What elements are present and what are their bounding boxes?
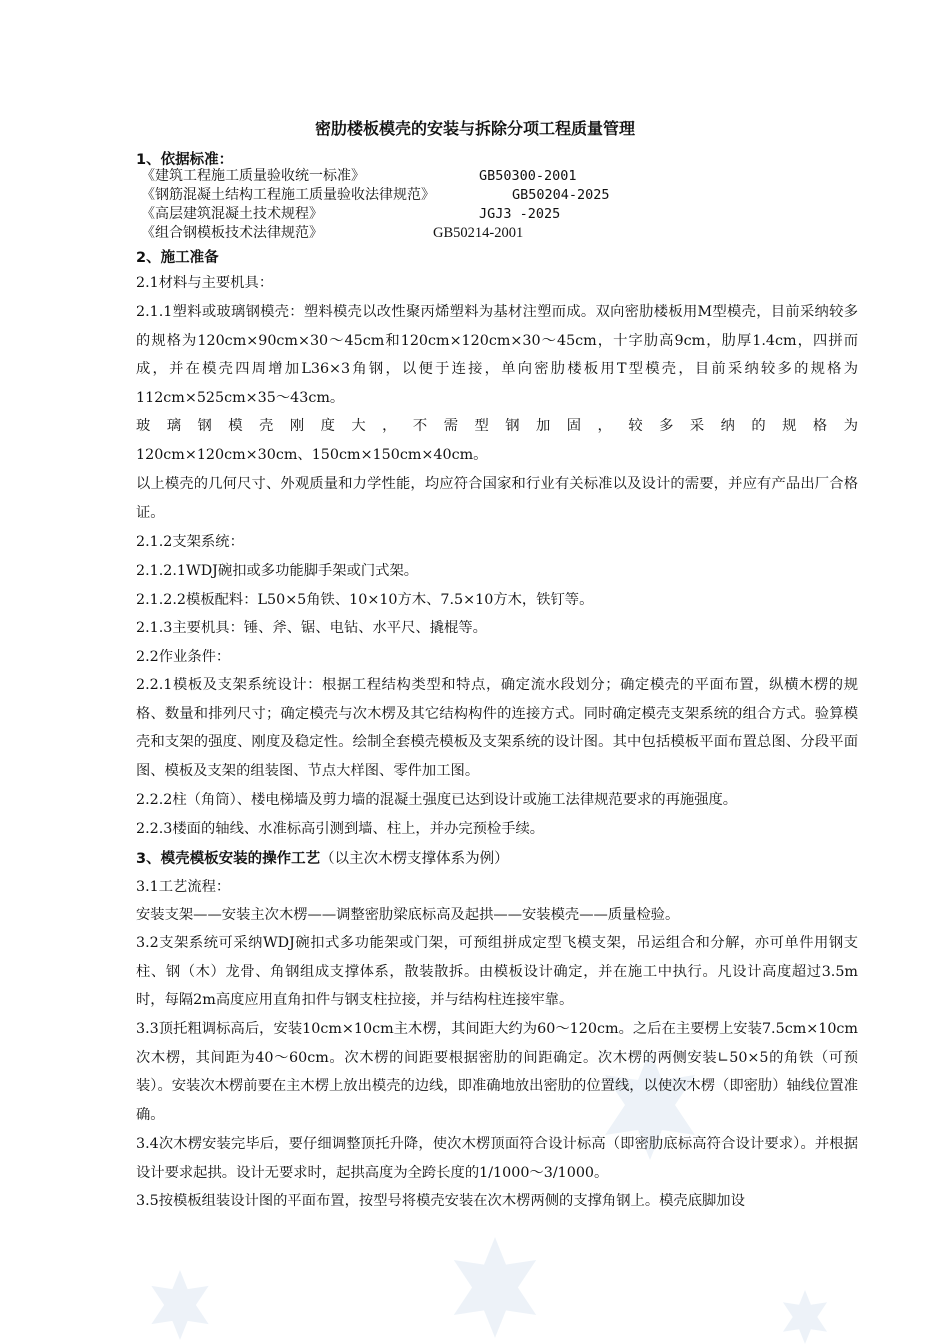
standard-code: JGJ3 -2025 — [479, 206, 561, 222]
paragraph: 2.1材料与主要机具： — [136, 275, 274, 291]
section-3-heading — [136, 847, 509, 868]
paragraph: 2.1.1塑料或玻璃钢模壳：塑料模壳以改性聚丙烯塑料为基材注塑而成。双向密肋楼板用M型模壳，目前采纳较多的规格为120cm×90cm×30～45cm和120cm×120cm×30～45cm，十字肋高9cm，肋厚1.4cm，四拼而成，并在模壳四周增加L36×3角钢，以便于连接，单向密肋楼板用T型模壳，目前采纳较多的规格为112cm×525cm×35～43cm。 — [136, 304, 858, 406]
paragraph: 2.2作业条件： — [136, 649, 231, 665]
paragraph: 3.3顶托粗调标高后，安装10cm×10cm主木楞，其间距大约为60～120cm。之后在主要楞上安装7.5cm×10cm次木楞，其间距为40～60cm。次木楞的间距要根据密肋的间距确定。次木楞的两侧安装∟50×5的角铁（可预装）。安装次木楞前要在主木楞上放出模壳的边线，即准确地放出密肋的位置线，以使次木楞（即密肋）轴线位置准确。 — [136, 1021, 858, 1123]
paragraph: 120cm×120cm×30cm、150cm×150cm×40cm。 — [136, 447, 488, 463]
section-2-heading: 2、施工准备 — [136, 250, 219, 266]
standard-item — [141, 167, 861, 185]
paragraph: 2.1.2.1WDJ碗扣或多功能脚手架或门式架。 — [136, 563, 419, 579]
standard-name: 《钢筋混凝土结构工程施工质量验收法律规范》 — [141, 187, 435, 203]
standard-item — [141, 186, 861, 204]
standard-name: 《高层建筑混凝土技术规程》 — [141, 206, 323, 222]
paragraph: 3.4次木楞安装完毕后，要仔细调整顶托升降，使次木楞顶面符合设计标高（即密肋底标高符合设计要求）。并根据设计要求起拱。设计无要求时，起拱高度为全跨长度的1/1000～3/1000。 — [136, 1136, 858, 1181]
paragraph: 玻璃钢模壳刚度大，不需型钢加固，较多采纳的规格为 — [136, 418, 858, 434]
paragraph: 2.1.2.2模板配料：L50×5角铁、10×10方木、7.5×10方木，铁钉等。 — [136, 592, 594, 608]
standard-name: 《建筑工程施工质量验收统一标准》 — [141, 168, 365, 184]
page-title: 密肋楼板模壳的安装与拆除分项工程质量管理 — [314, 119, 635, 138]
paragraph: 3.1工艺流程： — [136, 879, 231, 895]
standard-code: GB50300-2001 — [479, 168, 577, 184]
paragraph: 3.2支架系统可采纳WDJ碗扣式多功能架或门架，可预组拼成定型飞模支架，吊运组合和分解，亦可单件用钢支柱、钢（木）龙骨、角钢组成支撑体系，散装散拆。由模板设计确定，并在施工中执行。凡设计高度超过3.5m时，每隔2m高度应用直角扣件与钢支柱拉接，并与结构柱连接牢靠。 — [136, 935, 858, 1009]
standard-item — [141, 205, 861, 223]
paragraph: 3.5按模板组装设计图的平面布置，按型号将模壳安装在次木楞两侧的支撑角钢上。模壳底脚加设 — [136, 1193, 745, 1209]
paragraph: 以上模壳的几何尺寸、外观质量和力学性能，均应符合国家和行业有关标准以及设计的需要，并应有产品出厂合格证。 — [136, 476, 858, 521]
section-1-heading: 1、依据标准： — [136, 152, 234, 168]
watermark-snowflake-icon — [440, 1235, 550, 1340]
paragraph: 安装支架——安装主次木楞——调整密肋梁底标高及起拱——安装模壳——质量检验。 — [136, 907, 680, 923]
paragraph: 2.2.2柱（角筒）、楼电梯墙及剪力墙的混凝土强度已达到设计或施工法律规范要求的再施强度。 — [136, 792, 738, 808]
standard-name: 《组合钢模板技术法律规范》 — [141, 225, 323, 241]
watermark-snowflake-icon — [140, 1270, 220, 1340]
paragraph: 2.1.3主要机具：锤、斧、锯、电钻、水平尺、撬棍等。 — [136, 620, 487, 636]
paragraph: 2.2.1模板及支架系统设计：根据工程结构类型和特点，确定流水段划分；确定模壳的平面布置，纵横木楞的规格、数量和排列尺寸；确定模壳与次木楞及其它结构构件的连接方式。同时确定模壳支架系统的组合方式。验算模壳和支架的强度、刚度及稳定性。绘制全套模壳模板及支架系统的设计图。其中包括模板平面布置总图、分段平面图、模板及支架的组装图、节点大样图、零件加工图。 — [136, 677, 858, 779]
section-3-heading-note: （以主次木楞支撑体系为例） — [320, 851, 509, 867]
standard-item — [141, 224, 861, 242]
paragraph: 2.2.3楼面的轴线、水准标高引测到墙、柱上，并办完预检手续。 — [136, 821, 545, 837]
standard-code: GB50214-2001 — [433, 225, 524, 241]
standard-code: GB50204-2025 — [512, 187, 610, 203]
watermark-snowflake-icon — [770, 1290, 840, 1344]
section-3-heading-text: 3、模壳模板安装的操作工艺 — [136, 851, 321, 867]
paragraph: 2.1.2支架系统： — [136, 534, 244, 550]
